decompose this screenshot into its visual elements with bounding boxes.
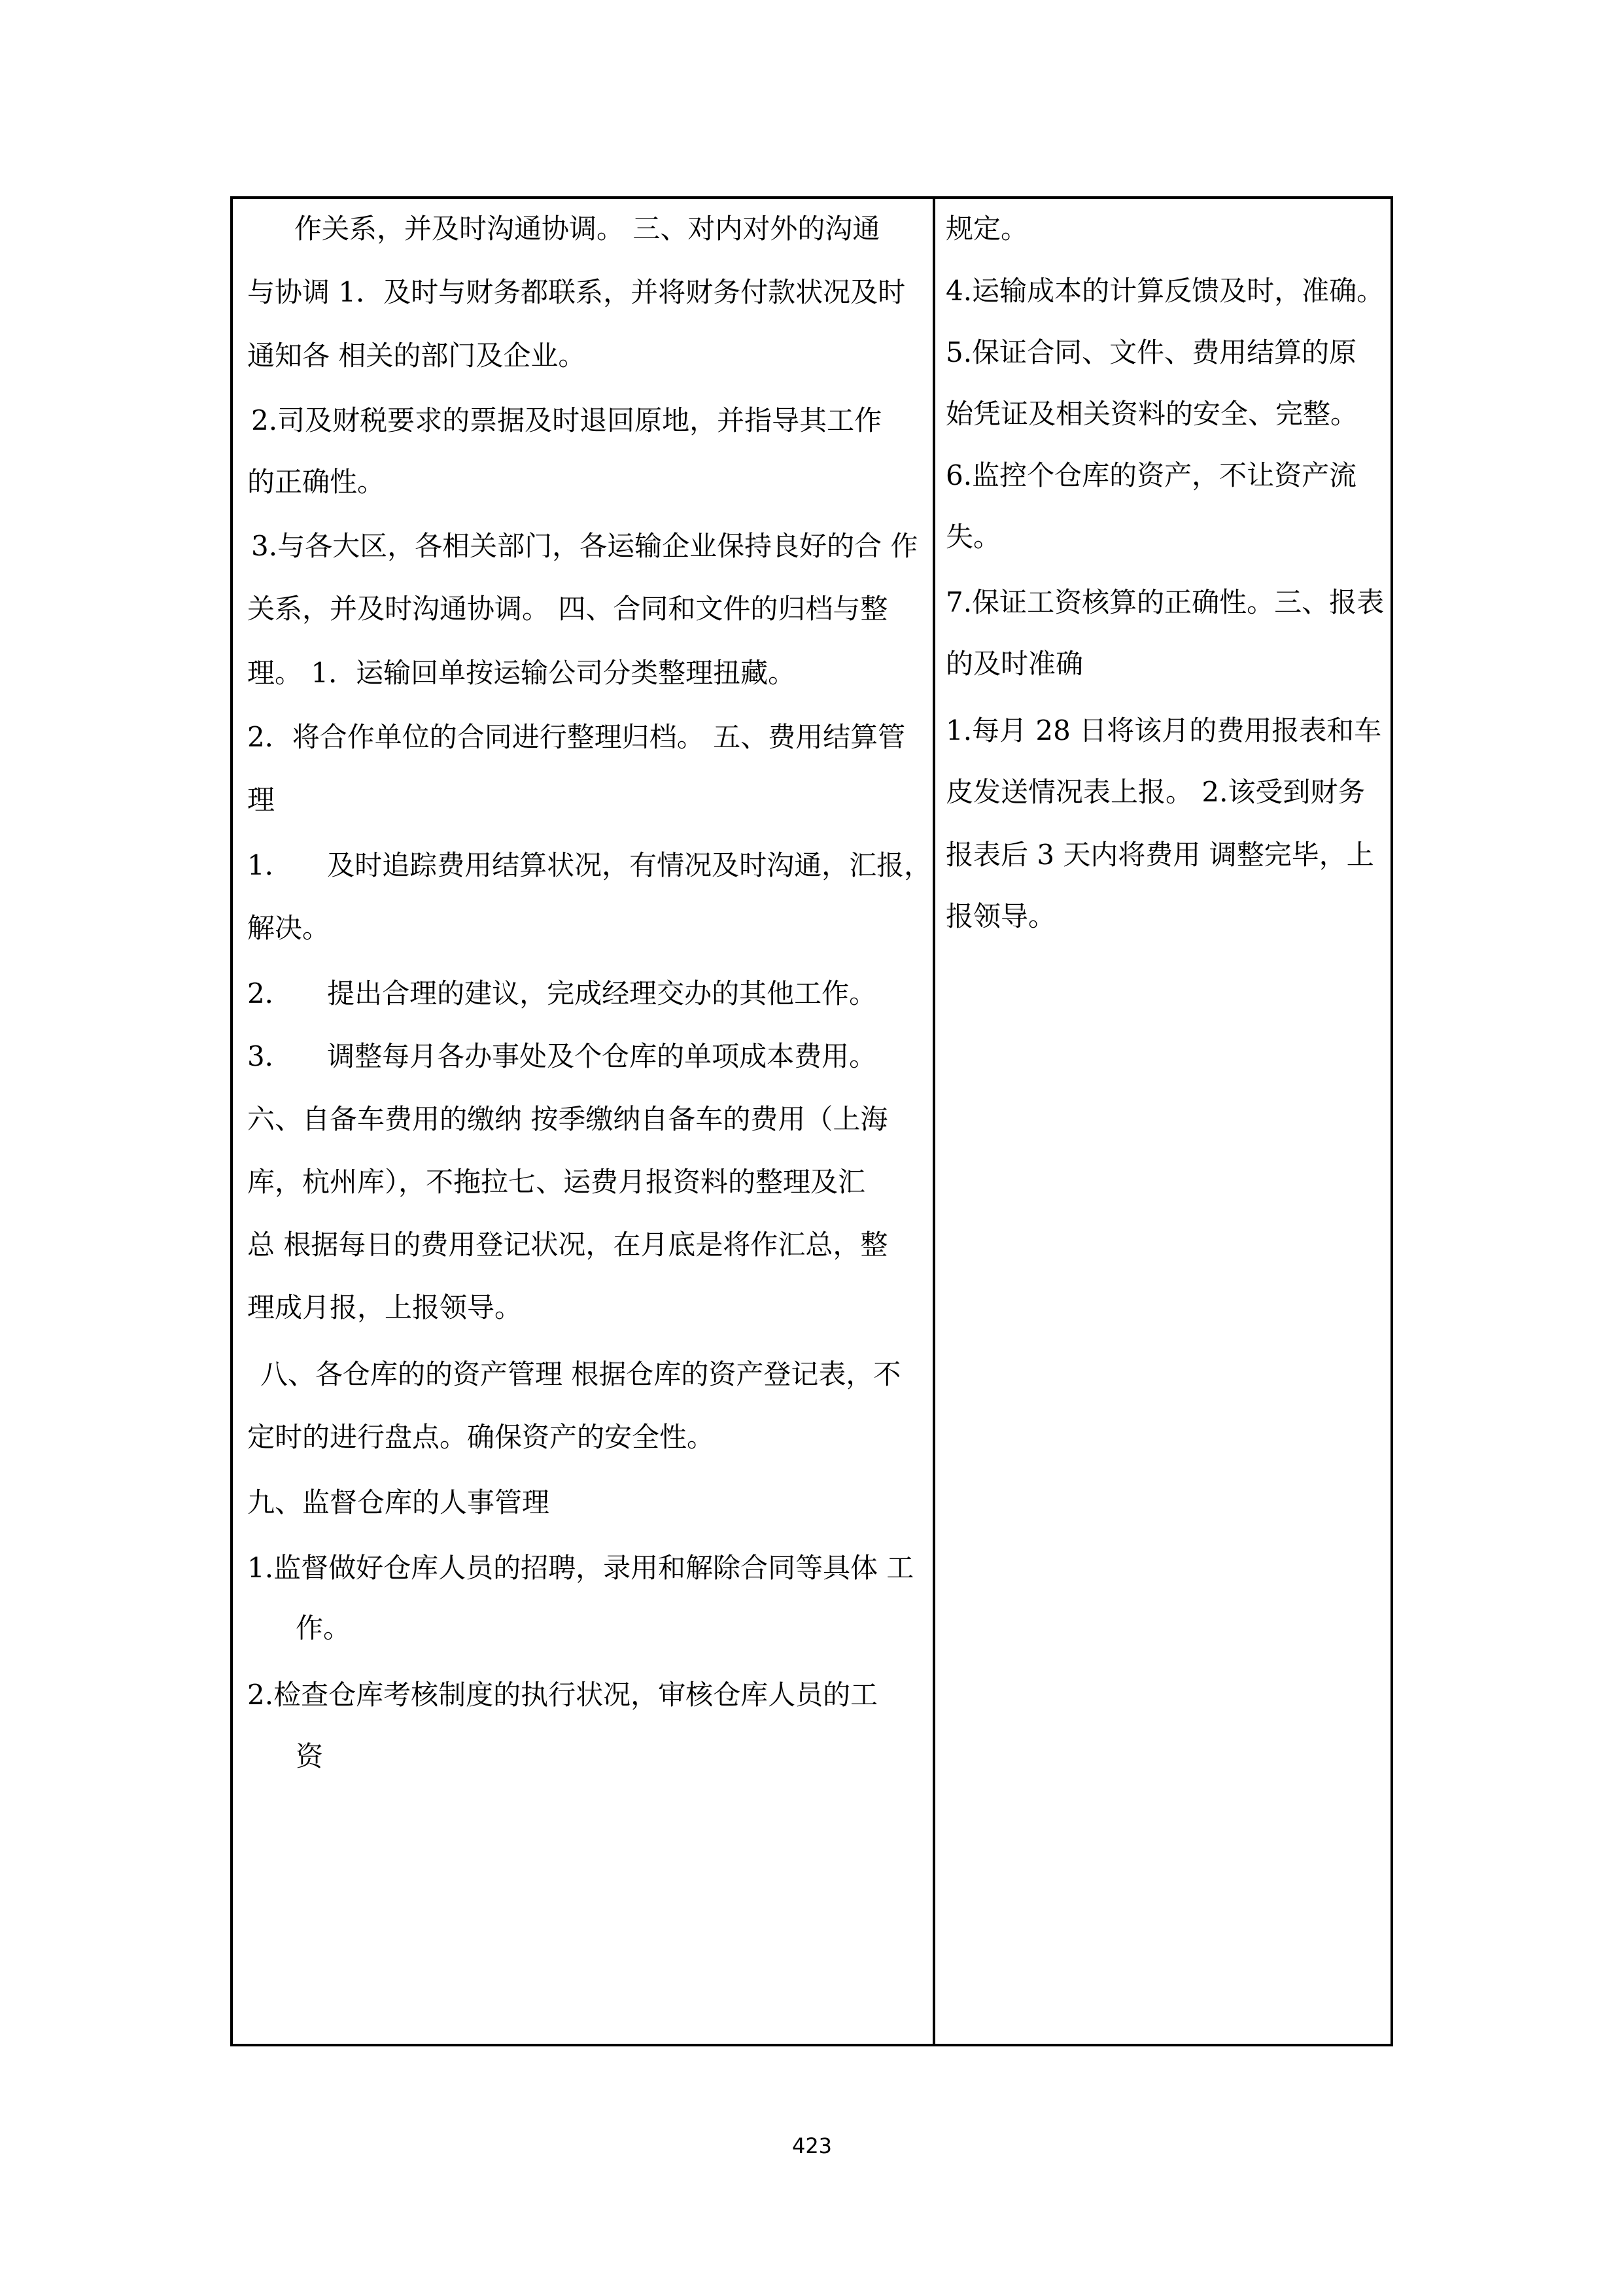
left-text-line: 作。 [296,1612,351,1644]
left-text-line: 理。 1．运输回单按运输公司分类整理扭藏。 [247,657,796,689]
right-text-line: 皮发送情况表上报。 2.该受到财务 [946,776,1366,808]
left-text-line: 解决。 [247,912,330,944]
page-number: 423 [791,2133,833,2158]
left-text-line: 2．将合作单位的合同进行整理归档。 五、费用结算管 [247,721,906,753]
left-text-line: 八、各仓库的的资产管理 根据仓库的资产登记表，不 [260,1358,901,1390]
right-text-line: 1.每月 28 日将该月的费用报表和车 [946,714,1382,746]
right-text-line: 的及时准确 [946,648,1084,680]
left-text-line: 六、自备车费用的缴纳 按季缴纳自备车的费用（上海 [247,1103,888,1135]
right-text-line: 7.保证工资核算的正确性。三、报表 [946,586,1385,618]
left-text-line: 1.监督做好仓库人员的招聘，录用和解除合同等具体 工 [247,1552,914,1584]
left-text-line: 3． 调整每月各办事处及个仓库的单项成本费用。 [247,1040,877,1072]
left-text-line: 的正确性。 [247,466,385,498]
left-text-line: 关系，并及时沟通协调。 四、合同和文件的归档与整 [247,593,888,625]
left-text-line: 理 [247,784,275,816]
left-text-line: 2.司及财税要求的票据及时退回原地，并指导其工作 [251,404,882,436]
right-text-line: 报表后 3 天内将费用 调整完毕，上 [946,839,1374,871]
left-text-line: 资 [296,1740,324,1772]
right-text-line: 失。 [946,521,1001,553]
right-text-line: 规定。 [946,213,1029,245]
left-text-line: 2.检查仓库考核制度的执行状况，审核仓库人员的工 [247,1679,878,1711]
column-divider [933,199,935,2044]
left-text-line: 与协调 1．及时与财务都联系，并将财务付款状况及时 [247,276,906,308]
left-text-line: 通知各 相关的部门及企业。 [247,340,586,372]
left-text-line: 1． 及时追踪费用结算状况，有情况及时沟通，汇报， [247,849,932,881]
left-text-line: 2． 提出合理的建议，完成经理交办的其他工作。 [247,977,877,1009]
left-text-line: 3.与各大区，各相关部门，各运输企业保持良好的合 作 [251,530,918,562]
right-text-line: 4.运输成本的计算反馈及时，准确。 [946,275,1385,307]
left-text-line: 理成月报，上报领导。 [247,1291,523,1323]
right-text-line: 6.监控个仓库的资产，不让资产流 [946,459,1357,491]
left-text-line: 库，杭州库），不拖拉七、运费月报资料的整理及汇 [247,1166,866,1198]
left-text-line: 总 根据每日的费用登记状况，在月底是将作汇总，整 [247,1229,888,1261]
right-text-line: 报领导。 [946,900,1056,932]
right-text-line: 始凭证及相关资料的安全、完整。 [946,398,1358,430]
left-text-line: 作关系，并及时沟通协调。 三、对内对外的沟通 [294,213,880,245]
left-text-line: 九、监督仓库的人事管理 [247,1486,550,1518]
left-text-line: 定时的进行盘点。确保资产的安全性。 [247,1421,715,1453]
right-text-line: 5.保证合同、文件、费用结算的原 [946,336,1357,368]
